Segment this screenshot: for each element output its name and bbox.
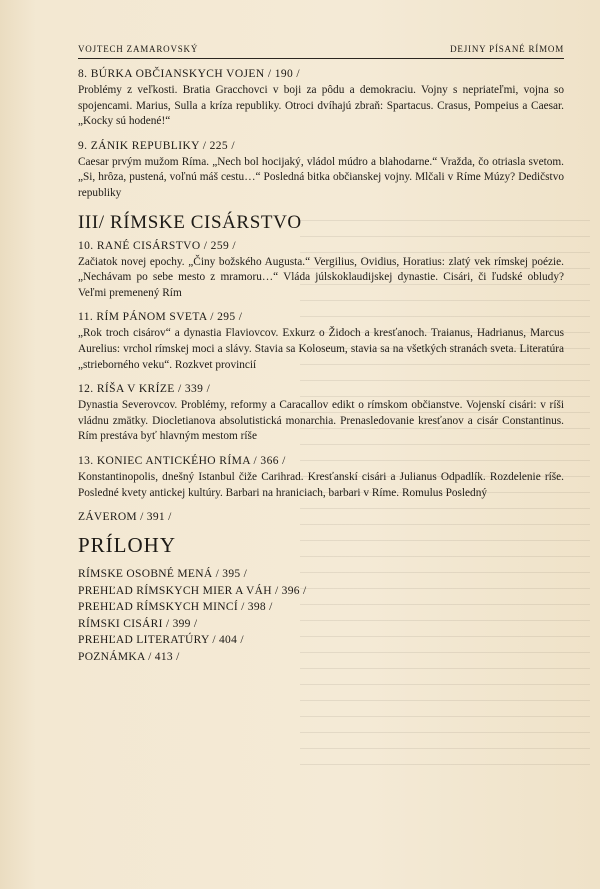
section-title: 8. BÚRKA OBČIANSKYCH VOJEN / 190 / <box>78 68 301 80</box>
section-summary: Konstantinopolis, dnešný Istanbul čiže Carihrad. Kresťanskí cisári a Julianus Odpadlík. Rozdelenie ríše. Posledné kvety antickej kultúry. Barbari na hraniciach, barbari v Ríme. Romulus Posledný <box>78 470 564 499</box>
table-of-contents <box>78 68 564 666</box>
section-title: 9. ZÁNIK REPUBLIKY / 225 / <box>78 139 235 152</box>
toc-section-13 <box>78 455 564 501</box>
appendix-item: POZNÁMKA / 413 / <box>78 651 180 664</box>
toc-section-11 <box>78 311 564 373</box>
part-title: III/ RÍMSKE CISÁRSTVO <box>78 211 302 233</box>
toc-section-8 <box>78 68 564 130</box>
appendix-item: RÍMSKI CISÁRI / 399 / <box>78 617 198 630</box>
section-summary: Dynastia Severovcov. Problémy, reformy a Caracallov edikt o rímskom občianstve. Vojenskí cisári: v ríši vládnu zmätky. Diocletianova absolutistická monarchia. Prenasledovanie kresťanov a cisár Constantinus. Rím prestáva byť hlavným mestom ríše <box>78 399 564 443</box>
appendix-list <box>78 566 564 666</box>
header-author: VOJTECH ZAMAROVSKÝ <box>78 44 199 54</box>
section-title: 10. RANÉ CISÁRSTVO / 259 / <box>78 239 236 252</box>
toc-section-9 <box>78 140 564 202</box>
section-summary: Začiatok novej epochy. „Činy božského Augusta.“ Vergilius, Ovidius, Horatius: zlatý vek rímskej poézie. „Nechávam po sebe mesto z mramoru…“ Vláda júlskoklaudijskej dynastie. Cisári, či ľudské obludy? Veľmi premenený Rím <box>78 255 564 299</box>
toc-section-10 <box>78 240 564 302</box>
section-title: 12. RÍŠA V KRÍZE / 339 / <box>78 383 211 396</box>
header-book-title: DEJINY PÍSANÉ RÍMOM <box>450 44 564 54</box>
section-title: 13. KONIEC ANTICKÉHO RÍMA / 366 / <box>78 454 286 467</box>
section-summary: Caesar prvým mužom Ríma. „Nech bol hocijaký, vládol múdro a blahodarne.“ Vražda, čo otriasla svetom. „Si, hrôza, pustená, voľnú máš cestu…“ Posledná bitka občianskej vojny. Mlčali v Ríme Múzy? Dedičstvo republiky <box>78 155 564 199</box>
running-header <box>78 44 564 59</box>
appendix-item: PREHĽAD RÍMSKYCH MIER A VÁH / 396 / <box>78 584 307 597</box>
appendix-item: PREHĽAD RÍMSKYCH MINCÍ / 398 / <box>78 601 273 614</box>
section-title: 11. RÍM PÁNOM SVETA / 295 / <box>78 311 243 324</box>
section-summary: Problémy z veľkosti. Bratia Gracchovci v boji za pôdu a demokraciu. Vojny s nepriateľmi, vojna so spojencami. Marius, Sulla a kríza republiky. Otroci dvíhajú zbraň: Spartacus. Crasus, Pompeius a Caesar. „Kocky sú hodené!“ <box>78 84 564 128</box>
closing-entry: ZÁVEROM / 391 / <box>78 511 172 524</box>
appendix-title: PRÍLOHY <box>78 533 177 558</box>
section-summary: „Rok troch cisárov“ a dynastia Flaviovcov. Exkurz o Židoch a kresťanoch. Traianus, Hadrianus, Marcus Aurelius: vrchol rímskej moci a slávy. Stavia sa Koloseum, stavia sa na všetkých stranách sveta. Literatúra „strieborného veku“. Rozkvet provincií <box>78 327 564 371</box>
appendix-item: RÍMSKE OSOBNÉ MENÁ / 395 / <box>78 568 248 581</box>
appendix-item: PREHĽAD LITERATÚRY / 404 / <box>78 634 244 647</box>
toc-section-12 <box>78 383 564 445</box>
